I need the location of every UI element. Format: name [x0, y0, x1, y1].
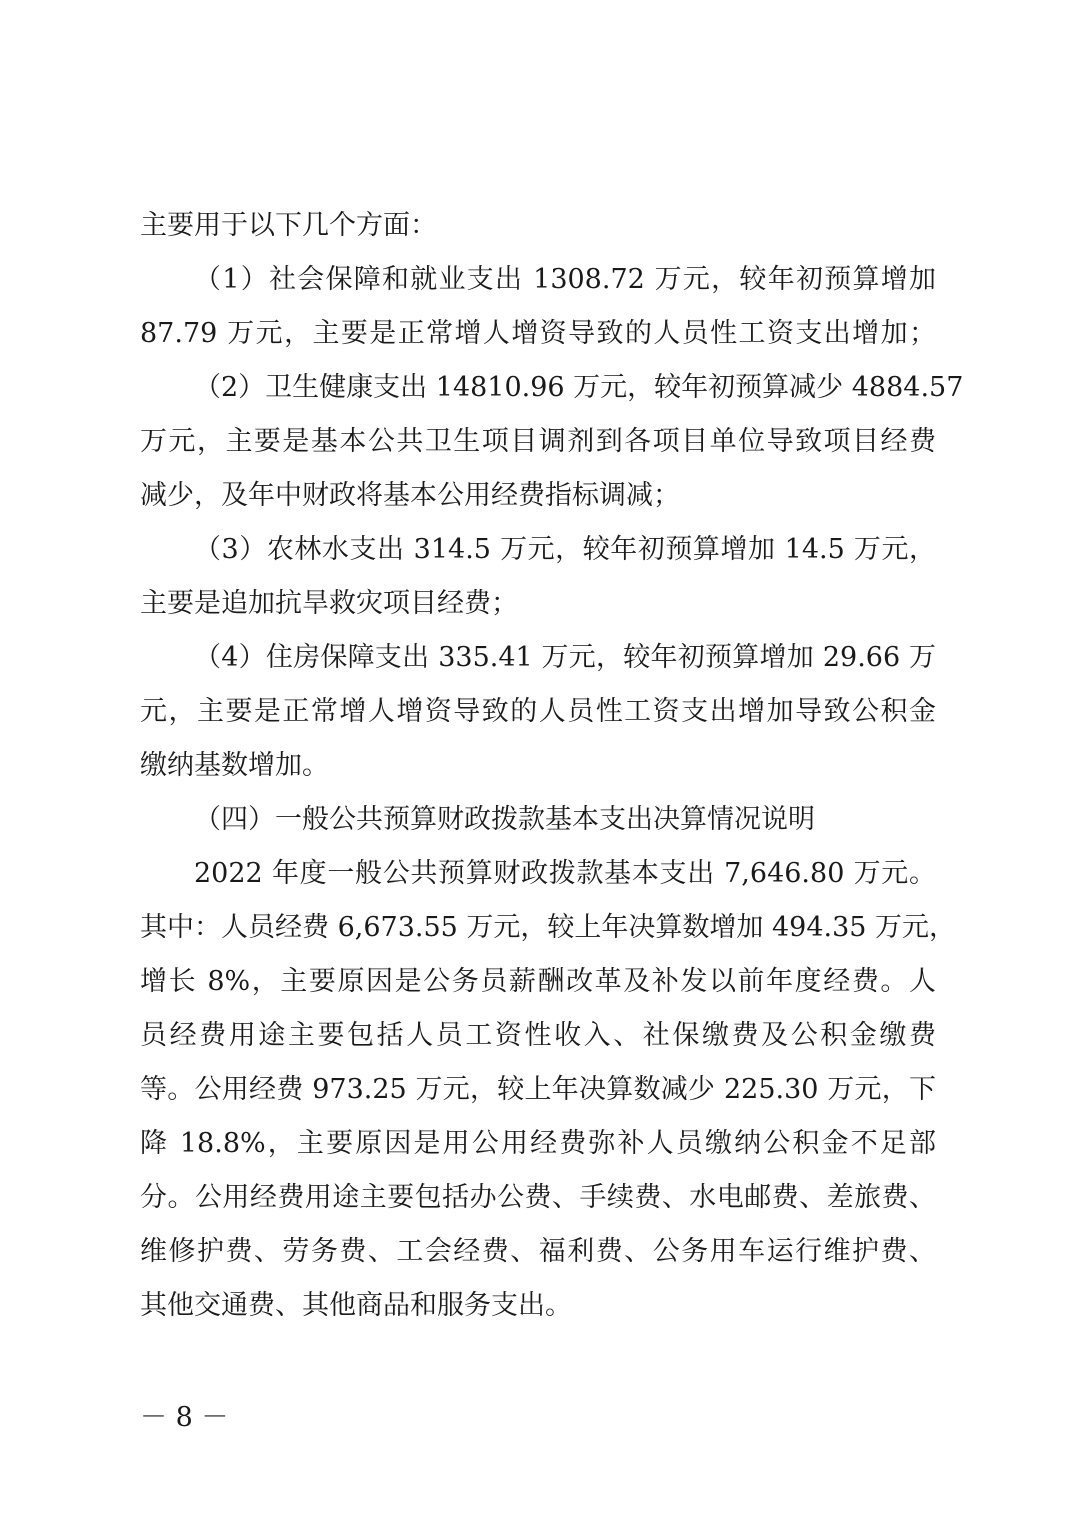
- body-line: 万元，主要是基本公共卫生项目调剂到各项目单位导致项目经费: [140, 426, 936, 457]
- body-line: 缴纳基数增加。: [140, 750, 329, 781]
- body-line: 增长 8%，主要原因是公务员薪酬改革及补发以前年度经费。人: [140, 966, 936, 997]
- body-line: 元，主要是正常增人增资导致的人员性工资支出增加导致公积金: [140, 696, 936, 727]
- body-line: （3）农林水支出 314.5 万元，较年初预算增加 14.5 万元，: [194, 534, 936, 565]
- body-line: （2）卫生健康支出 14810.96 万元，较年初预算减少 4884.57: [194, 372, 964, 403]
- body-line: 其他交通费、其他商品和服务支出。: [140, 1290, 572, 1321]
- body-line: 2022 年度一般公共预算财政拨款基本支出 7,646.80 万元。: [194, 858, 936, 889]
- body-line: 减少，及年中财政将基本公用经费指标调减；: [140, 480, 680, 511]
- body-line: 主要用于以下几个方面：: [140, 210, 437, 241]
- body-line: （1）社会保障和就业支出 1308.72 万元，较年初预算增加: [194, 264, 936, 295]
- section-heading: （四）一般公共预算财政拨款基本支出决算情况说明: [194, 804, 815, 835]
- body-line: 员经费用途主要包括人员工资性收入、社保缴费及公积金缴费: [140, 1020, 936, 1051]
- body-line: 其中：人员经费 6,673.55 万元，较上年决算数增加 494.35 万元，: [140, 912, 957, 943]
- body-line: 降 18.8%，主要原因是用公用经费弥补人员缴纳公积金不足部: [140, 1128, 936, 1159]
- body-line: 维修护费、劳务费、工会经费、福利费、公务用车运行维护费、: [140, 1236, 936, 1267]
- body-line: （4）住房保障支出 335.41 万元，较年初预算增加 29.66 万: [194, 642, 936, 673]
- body-line: 等。公用经费 973.25 万元，较上年决算数减少 225.30 万元，下: [140, 1074, 936, 1105]
- body-line: 主要是追加抗旱救灾项目经费；: [140, 588, 518, 619]
- body-line: 分。公用经费用途主要包括办公费、手续费、水电邮费、差旅费、: [140, 1182, 936, 1213]
- body-line: 87.79 万元，主要是正常增人增资导致的人员性工资支出增加；: [140, 318, 936, 349]
- page-number: － 8 －: [140, 1402, 229, 1433]
